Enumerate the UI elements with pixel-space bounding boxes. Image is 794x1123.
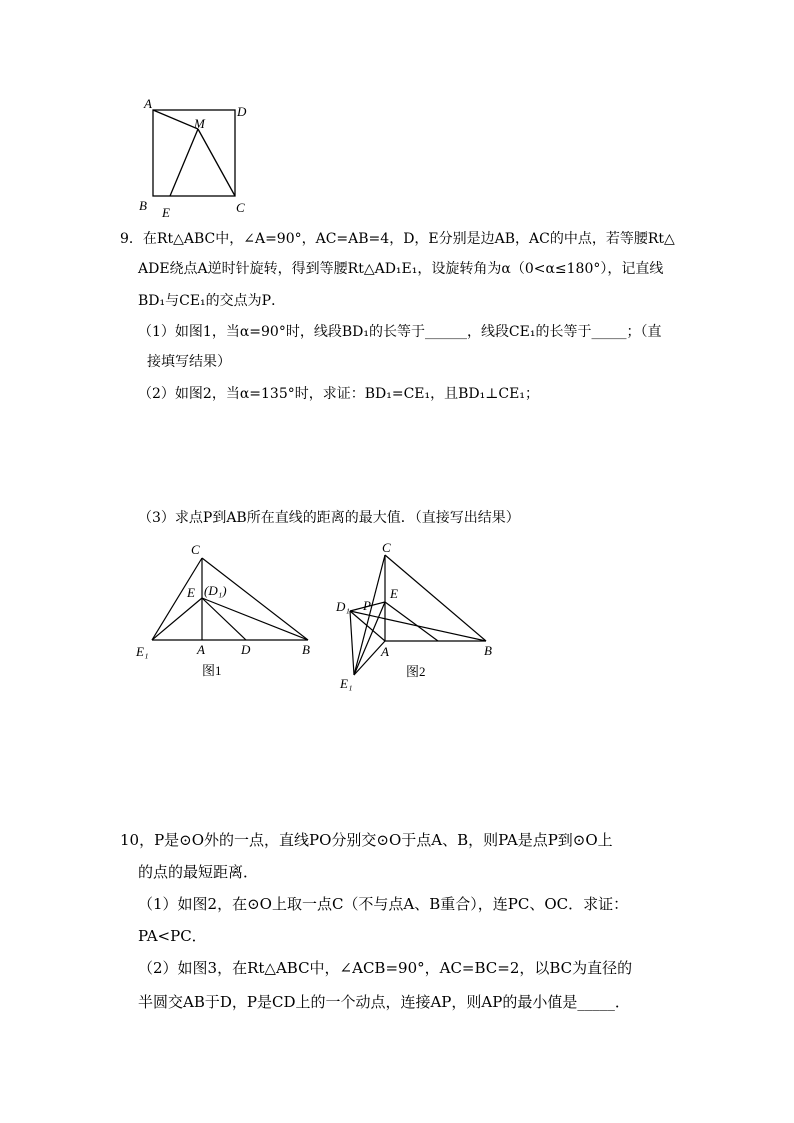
q9-part3: （3）求点P到AB所在直线的距离的最大值．（直接写出结果） [138, 510, 520, 526]
label-C: C [236, 200, 245, 215]
q9-line2: ADE绕点A逆时针旋转，得到等腰Rt△AD₁E₁，设旋转角为α（0<α≤180°），记直线 [138, 261, 664, 277]
q10-line1: 10，P是⊙O外的一点，直线PO分别交⊙O于点A、B，则PA是点P到⊙O上 [120, 831, 613, 849]
q9-part1-line1: （1）如图1，当α=90°时，线段BD₁的长等于______，线段CE₁的长等于_____；（直 [138, 324, 662, 340]
fig1-label-D1: (D₁) [204, 583, 227, 598]
fig1-label-C: C [191, 542, 200, 557]
fig2-label-C: C [382, 540, 391, 555]
fig2-label-D1: D₁ [336, 599, 350, 614]
label-A: A [144, 96, 152, 111]
figure-1 [130, 538, 330, 686]
q10-part1-line1: （1）如图2，在⊙O上取一点C（不与点A、B重合），连PC、OC．求证： [138, 895, 629, 913]
q10-part2-line2: 半圆交AB于D，P是CD上的一个动点，连接AP，则AP的最小值是_____． [138, 993, 630, 1011]
q9-line3: BD₁与CE₁的交点为P． [138, 293, 286, 309]
label-D: D [237, 104, 247, 119]
fig1-caption: 图1 [202, 663, 222, 678]
q10-line2: 的点的最短距离． [138, 863, 259, 881]
fig2-label-B: B [484, 643, 492, 658]
fig1-label-D: D [241, 642, 251, 657]
fig2-label-E1: E₁ [340, 676, 353, 691]
fig1-label-B: B [302, 642, 310, 657]
figure-square [130, 92, 260, 222]
fig1-label-A: A [197, 642, 205, 657]
q9-part1-line2: 接填写结果） [147, 354, 231, 370]
label-M: M [194, 116, 205, 131]
q10-part1-line2: PA<PC． [138, 927, 207, 945]
fig1-label-E1: E₁ [136, 644, 149, 659]
fig2-label-P: P [363, 598, 371, 613]
fig1-label-E: E [187, 585, 195, 600]
q9-line1: 9．在Rt△ABC中，∠A=90°，AC=AB=4，D，E分别是边AB，AC的中点，若等腰Rt△ [120, 231, 675, 247]
fig2-label-E: E [390, 586, 398, 601]
q10-part2-line1: （2）如图3，在Rt△ABC中，∠ACB=90°，AC=BC=2，以BC为直径的 [138, 959, 633, 977]
fig2-caption: 图2 [406, 664, 426, 679]
fig2-label-A: A [381, 644, 389, 659]
label-E: E [162, 205, 170, 220]
figure-2 [330, 535, 510, 695]
q9-part2: （2）如图2，当α=135°时，求证：BD₁=CE₁，且BD₁⊥CE₁； [138, 386, 539, 402]
label-B: B [139, 198, 147, 213]
